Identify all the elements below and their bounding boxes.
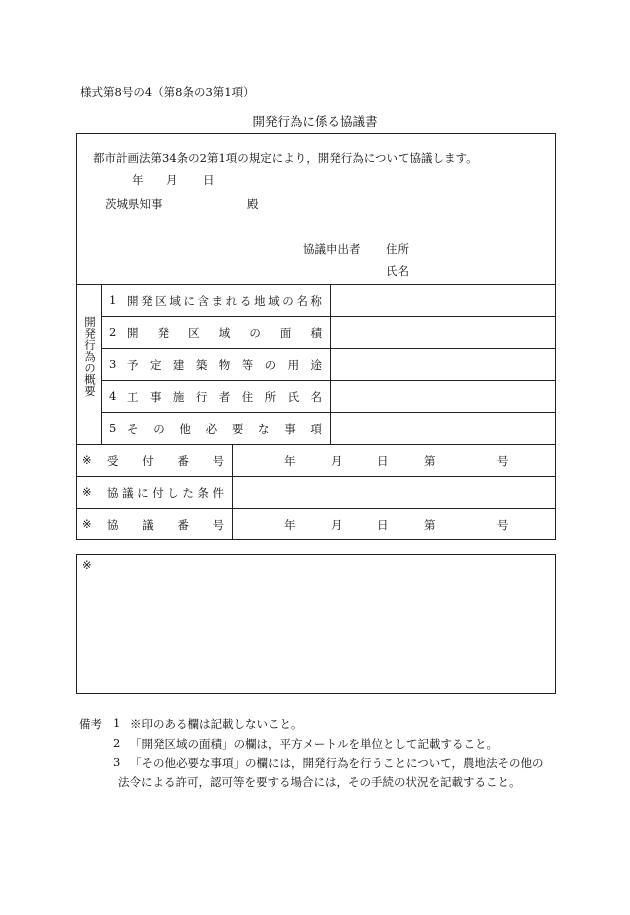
receipt-number-label: 受 付 番 号 bbox=[107, 454, 224, 468]
notes-heading: 備考 bbox=[79, 717, 102, 731]
consult-day-label: 日 bbox=[377, 518, 389, 532]
summary-row-3-label: 予 定 建 築 物 等 の 用 途 bbox=[127, 358, 322, 372]
consultation-number-label: 協 議 番 号 bbox=[107, 518, 224, 532]
divider-row-4 bbox=[101, 412, 556, 413]
consult-month-label: 月 bbox=[331, 518, 343, 532]
official-remarks-mark: ※ bbox=[82, 558, 92, 572]
name-label: 氏名 bbox=[386, 264, 409, 278]
office-mark-consult: ※ bbox=[82, 517, 92, 531]
summary-row-4-number: 4 bbox=[109, 389, 117, 403]
conditions-label: 協 議 に 付 し た 条 件 bbox=[107, 486, 224, 500]
summary-row-1-label: 開 発 区 域 に 含 ま れ る 地 域 の 名 称 bbox=[127, 294, 322, 308]
form-number: 様式第8号の4（第8条の3第1項） bbox=[80, 85, 255, 99]
consult-year-label: 年 bbox=[284, 518, 296, 532]
consult-gou-label: 号 bbox=[497, 518, 509, 532]
summary-value-divider bbox=[330, 284, 331, 444]
summary-row-5-label: そ の 他 必 要 な 事 項 bbox=[127, 422, 322, 436]
summary-row-4-label: 工 事 施 行 者 住 所 氏 名 bbox=[127, 390, 322, 404]
note-3-number: 3 bbox=[113, 755, 121, 769]
divider-summary bbox=[76, 444, 556, 445]
summary-row-1-number: 1 bbox=[109, 293, 117, 307]
divider-row-1 bbox=[101, 316, 556, 317]
divider-receipt bbox=[76, 476, 556, 477]
note-1-text: ※印のある欄は記載しないこと。 bbox=[130, 717, 303, 731]
summary-group-label: 開発行為の概要 bbox=[83, 316, 97, 397]
applicant-label: 協議申出者 bbox=[303, 242, 361, 256]
summary-row-2-number: 2 bbox=[109, 325, 117, 339]
receipt-day-label: 日 bbox=[377, 454, 389, 468]
note-2-number: 2 bbox=[113, 736, 121, 750]
addressee: 茨城県知事 bbox=[105, 197, 163, 211]
summary-row-5-number: 5 bbox=[109, 421, 117, 435]
address-label: 住所 bbox=[386, 242, 409, 256]
date-day-label: 日 bbox=[203, 173, 215, 187]
divider-conditions bbox=[76, 508, 556, 509]
consultation-statement: 都市計画法第34条の2第1項の規定により，開発行為について協議します。 bbox=[93, 151, 478, 165]
note-3-text: 「その他必要な事項」の欄には，開発行為を行うことについて，農地法その他の bbox=[130, 756, 544, 770]
office-value-divider bbox=[232, 444, 233, 540]
note-2-text: 「開発区域の面積」の欄は，平方メートルを単位として記載すること。 bbox=[130, 737, 498, 751]
summary-group-divider bbox=[101, 284, 102, 444]
document-title: 開発行為に係る協議書 bbox=[252, 114, 378, 129]
note-3-continuation: 法令による許可，認可等を要する場合には，その手続の状況を記載すること。 bbox=[118, 775, 521, 789]
note-1-number: 1 bbox=[113, 716, 121, 730]
receipt-gou-label: 号 bbox=[497, 454, 509, 468]
office-mark-conditions: ※ bbox=[82, 485, 92, 499]
date-year-label: 年 bbox=[132, 173, 144, 187]
honorific: 殿 bbox=[247, 197, 259, 211]
divider-row-2 bbox=[101, 348, 556, 349]
divider-row-3 bbox=[101, 380, 556, 381]
date-month-label: 月 bbox=[166, 173, 178, 187]
official-remarks-box bbox=[76, 554, 556, 694]
receipt-year-label: 年 bbox=[284, 454, 296, 468]
receipt-month-label: 月 bbox=[331, 454, 343, 468]
summary-row-2-label: 開 発 区 域 の 面 積 bbox=[127, 326, 322, 340]
summary-row-3-number: 3 bbox=[109, 357, 117, 371]
divider-intro bbox=[76, 284, 556, 285]
consult-dai-label: 第 bbox=[424, 518, 436, 532]
receipt-dai-label: 第 bbox=[424, 454, 436, 468]
office-mark-receipt: ※ bbox=[82, 453, 92, 467]
